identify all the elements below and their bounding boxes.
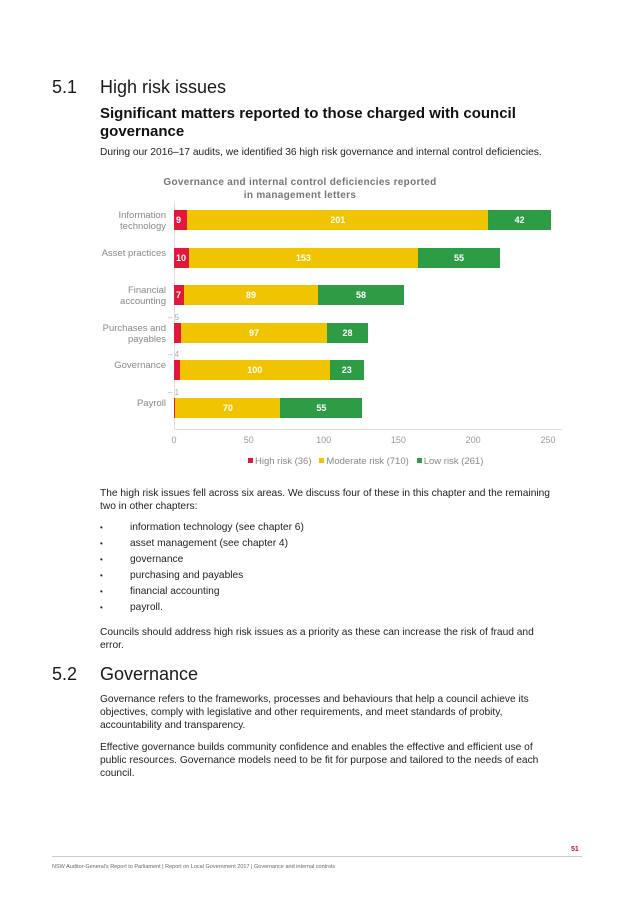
- bar-data-label: – 1: [168, 387, 180, 397]
- intro-paragraph: During our 2016–17 audits, we identified 36 high risk governance and internal control deficiencies.: [100, 147, 542, 158]
- chart: [100, 174, 570, 474]
- bar-data-label: 153: [295, 252, 311, 263]
- paragraph-high-risk-areas: The high risk issues fell across six areas. We discuss four of these in this chapter and the remaining two in other chapters:: [100, 488, 550, 512]
- chart-title: Governance and internal control deficiencies reported in management letters: [163, 177, 437, 201]
- legend-label-moderate: Moderate risk (710): [326, 456, 409, 467]
- section-title: Governance: [100, 664, 199, 684]
- legend-item-moderate: [319, 456, 408, 467]
- category-label: Payroll: [136, 397, 166, 409]
- subheading: Significant matters reported to those charged with council governance: [100, 105, 516, 140]
- bar-data-label: 97: [249, 327, 260, 338]
- bar-data-label: 58: [355, 290, 366, 300]
- bar-data-label: 7: [176, 290, 182, 300]
- bullet-item: • purchasing and payables: [100, 568, 540, 584]
- x-tick-label: 250: [540, 435, 556, 445]
- bar-data-label: 23: [341, 365, 352, 375]
- bar-data-label: 28: [342, 327, 353, 338]
- category-label: Purchases and payables: [102, 322, 166, 345]
- category-label: Information technology: [118, 210, 166, 232]
- legend-label-high: High risk (36): [255, 456, 312, 467]
- bar-data-label: 10: [176, 252, 187, 263]
- bar-data-label: 9: [176, 215, 182, 225]
- bar-data-label: 201: [330, 215, 346, 225]
- x-tick-label: 200: [465, 435, 481, 445]
- footer-rule: [52, 856, 582, 857]
- bullet-item: • information technology (see chapter 6): [100, 520, 540, 536]
- section-heading-5-1: [52, 77, 552, 99]
- x-axis-line: [174, 429, 562, 430]
- paragraph-governance-confidence: Effective governance builds community confidence and enables the effective and efficient use of public resources. Governance models need to be fit for purpose and tailored to the needs of each council.: [100, 742, 539, 779]
- bullet-list: [100, 520, 540, 616]
- bullet-item: • payroll.: [100, 600, 540, 616]
- footer-text: NSW Auditor-General's Report to Parliament | Report on Local Government 2017 | Governance and internal controls: [52, 864, 336, 870]
- paragraph-governance-definition: Governance refers to the frameworks, processes and behaviours that help a council achieve its objectives, comply with legislative and other requirements, and meet standards of probity, accountability and transparency.: [100, 694, 529, 731]
- bar-data-label: – 5: [168, 312, 180, 322]
- bullet-item: • asset management (see chapter 4): [100, 536, 540, 552]
- bullet-item: • financial accounting: [100, 584, 540, 600]
- legend-item-low: [417, 456, 484, 467]
- section-number: 5.2: [52, 664, 78, 684]
- category-label: Governance: [114, 360, 166, 371]
- chart-plot: [100, 174, 570, 474]
- bullet-item: • governance: [100, 552, 540, 568]
- x-tick-label: 50: [243, 435, 254, 445]
- bar-data-label: 100: [247, 365, 263, 375]
- category-label: Asset practices: [101, 247, 166, 259]
- paragraph-priority: Councils should address high risk issues as a priority as these can increase the risk of fraud and error.: [100, 627, 534, 651]
- legend-label-low: Low risk (261): [423, 456, 484, 467]
- category-label: Financial accounting: [120, 285, 166, 307]
- legend-item-high: [248, 456, 312, 467]
- x-tick-label: 100: [316, 435, 332, 445]
- bar-data-label: – 4: [168, 350, 180, 359]
- section-heading-5-2: [52, 664, 552, 686]
- bar-data-label: 42: [514, 215, 525, 225]
- bar-data-label: 55: [453, 252, 464, 263]
- chart-legend: [248, 456, 568, 467]
- x-tick-label: 0: [171, 435, 177, 445]
- bar-data-label: 70: [222, 402, 233, 413]
- bar-data-label: 55: [316, 402, 327, 413]
- section-title: High risk issues: [100, 77, 227, 97]
- section-number: 5.1: [52, 77, 78, 97]
- bar-data-label: 89: [246, 290, 257, 300]
- x-tick-label: 150: [390, 435, 406, 445]
- page-number: 51: [571, 846, 579, 853]
